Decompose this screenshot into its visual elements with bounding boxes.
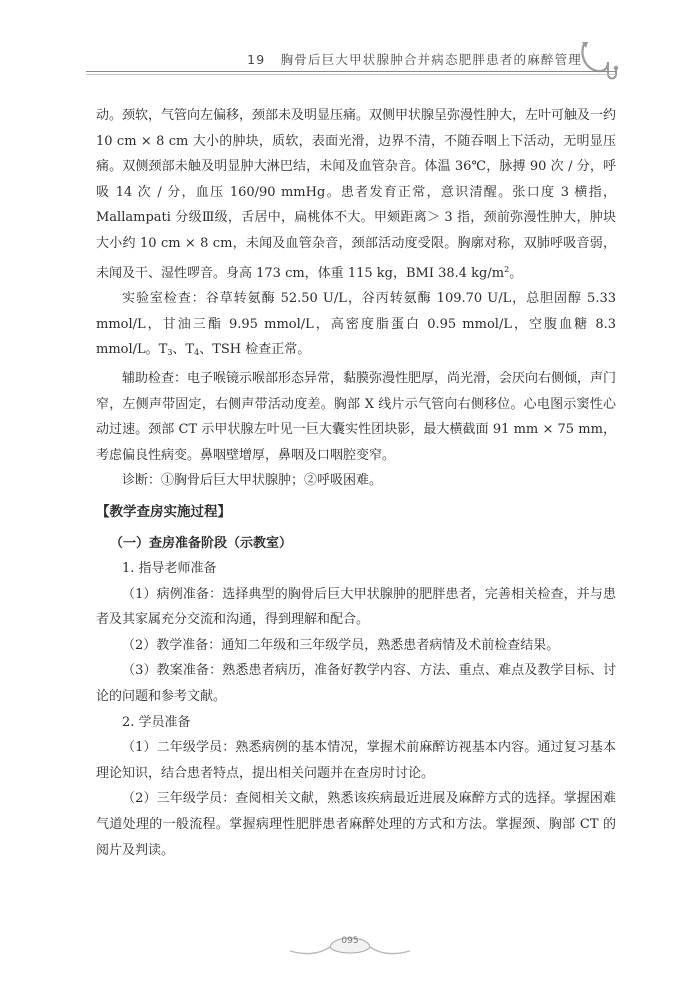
subsection-heading: （一）查房准备阶段（示教室）: [110, 535, 293, 551]
page-header: [0, 0, 700, 84]
page-body: [96, 103, 616, 863]
header-rule-secondary: [86, 74, 616, 75]
paragraph-auxiliary-exam: 辅助检查：电子喉镜示喉部形态异常，黏膜弥漫性肥厚，尚光滑，会厌向右侧倾，声门窄，左侧声带固定，右侧声带活动度差。胸部 X 线片示气管向右侧移位。心电图示窦性心动过速。颈部 CT 示甲状腺左叶见一巨大囊实性团块影，最大横截面 91 mm × 75 mm，考虑偏良性病变。鼻咽壁增厚，鼻咽及口咽腔变窄。: [96, 370, 617, 463]
list-item-student-prep: 2. 学员准备: [122, 714, 191, 730]
paragraph-lab-tests: 实验室检查：谷草转氨酶 52.50 U/L，谷丙转氨酶 109.70 U/L，总胆固醇 5.33 mmol/L，甘油三酯 9.95 mmol/L，高密度脂蛋白 0.95 mmol/L，空腹血糖 8.3 mmol/L。T3、T4、TSH 检查正常。: [96, 291, 616, 358]
list-item-teacher-prep: 1. 指导老师准备: [122, 561, 217, 577]
running-header: [247, 50, 582, 68]
list-item-third-year: （2）三年级学员：查阅相关文献，熟悉该疾病最近进展及麻醉方式的选择。掌握困难气道处理的一般流程。掌握病理性肥胖患者麻醉处理的方式和方法。掌握颈、胸部 CT 的阅片及判读。: [96, 791, 616, 858]
list-item-second-year: （1）二年级学员：熟悉病例的基本情况，掌握术前麻醉访视基本内容。通过复习基本理论知识，结合患者特点，提出相关问题并在查房时讨论。: [96, 740, 616, 781]
paragraph-physical-exam: 动。颈软，气管向左偏移，颈部未及明显压痛。双侧甲状腺呈弥漫性肿大，左叶可触及一约 10 cm × 8 cm 大小的肿块，质软，表面光滑，边界不清，不随吞咽上下活动，无明显压痛。双侧颈部未触及明显肿大淋巴结，未闻及血管杂音。体温 36℃，脉搏 90 次 / 分，呼吸 14 次 / 分，血压 160/90 mmHg。患者发育正常，意识清醒。张口度 3 横指，Mallampati 分级Ⅲ级，舌居中，扁桃体不大。甲颏距离＞ 3 指，颈前弥漫性肿大，肿块大小约 10 cm × 8 cm，未闻及血管杂音，颈部活动度受限。胸廓对称，双肺呼吸音弱，未闻及干、湿性啰音。身高 173 cm，体重 115 kg，BMI 38.4 $kg/m^2$。: [96, 108, 617, 281]
chapter-number: 19: [247, 52, 266, 67]
list-item-case-prep: （1）病例准备：选择典型的胸骨后巨大甲状腺肿的肥胖患者，完善相关检查，并与患者及其家属充分交流和沟通，得到理解和配合。: [96, 586, 616, 628]
list-item-teaching-prep: （2）教学准备：通知二年级和三年级学员，熟悉患者病情及术前检查结果。: [122, 637, 560, 653]
header-rule: [86, 71, 616, 72]
stethoscope-icon: [578, 40, 618, 82]
page-footer: [0, 925, 700, 965]
paragraph-diagnosis: 诊断：①胸骨后巨大甲状腺肿；②呼吸困难。: [122, 473, 383, 489]
page-number: 095: [341, 936, 359, 946]
list-item-lesson-plan: （3）教案准备：熟悉患者病历，准备好教学内容、方法、重点、难点及教学目标、讨论的问题和参考文献。: [96, 663, 616, 705]
chapter-title: 胸骨后巨大甲状腺肿合并病态肥胖患者的麻醉管理: [280, 52, 582, 67]
section-heading: 【教学查房实施过程】: [96, 503, 231, 520]
